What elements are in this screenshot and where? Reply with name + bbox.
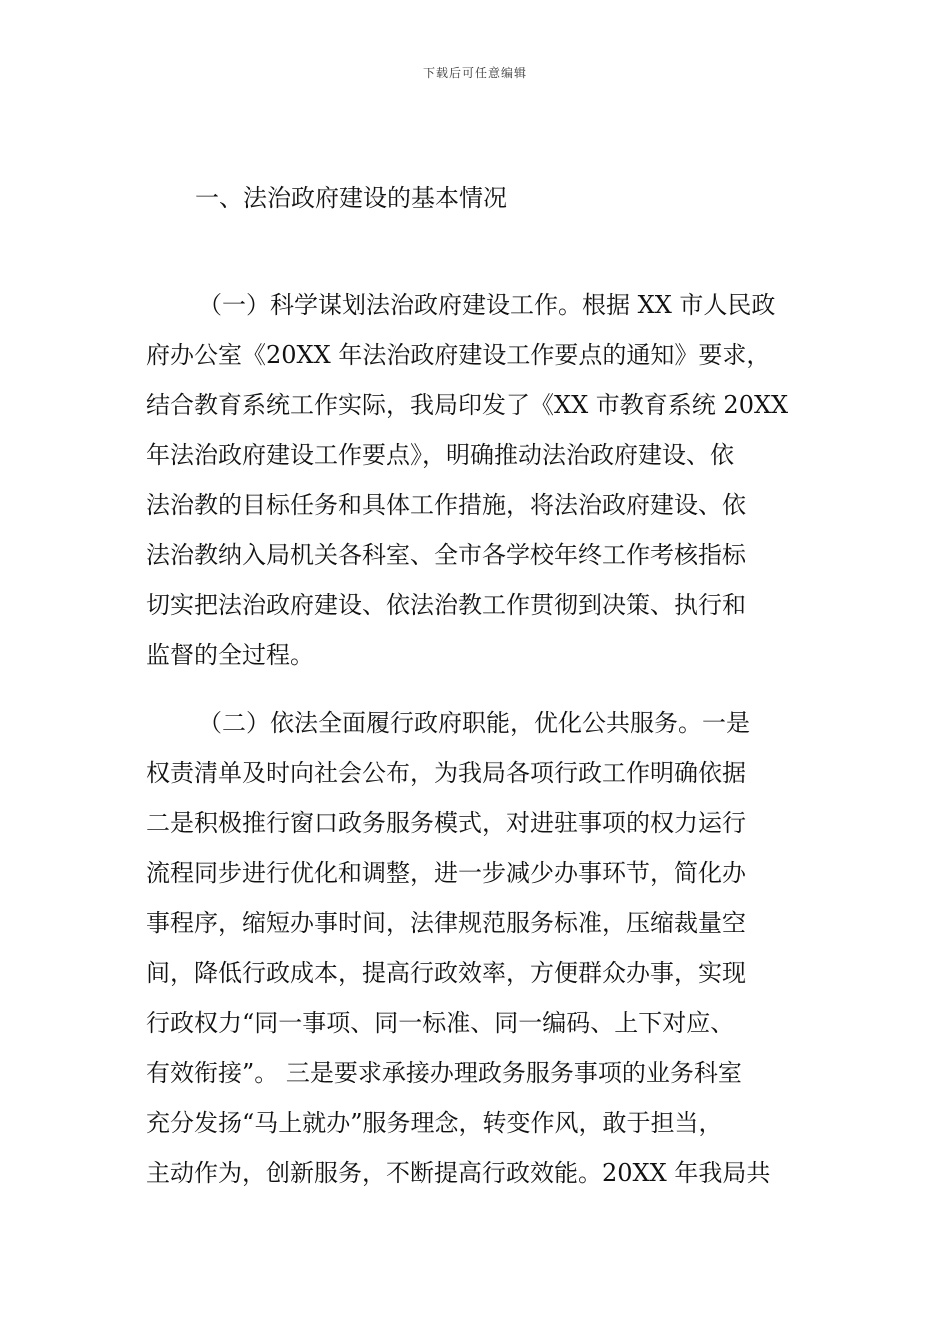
paragraph-2 <box>146 698 816 1198</box>
paragraph-line: 切实把法治政府建设、依法治教工作贯彻到决策、执行和 <box>146 591 746 619</box>
paragraph-line: （一）科学谋划法治政府建设工作。根据 XX 市人民政 <box>198 291 776 319</box>
paragraph-line: 年法治政府建设工作要点》，明确推动法治政府建设、依 <box>146 441 734 469</box>
paragraph-line: 监督的全过程。 <box>146 641 314 669</box>
paragraph-line: 法治教纳入局机关各科室、全市各学校年终工作考核指标 <box>146 541 746 569</box>
paragraph-line: 府办公室《20XX 年法治政府建设工作要点的通知》要求， <box>146 341 771 369</box>
paragraph-line: 行政权力“同一事项、同一标准、同一编码、上下对应、 <box>146 1009 735 1037</box>
paragraph-line: 权责清单及时向社会公布，为我局各项行政工作明确依据 <box>146 759 746 787</box>
paragraph-line: 结合教育系统工作实际，我局印发了《XX 市教育系统 20XX <box>146 391 789 419</box>
paragraph-line: 流程同步进行优化和调整，进一步减少办事环节，简化办 <box>146 859 746 887</box>
paragraph-line: 主动作为，创新服务，不断提高行政效能。20XX 年我局共 <box>146 1159 771 1187</box>
paragraph-1 <box>146 280 816 680</box>
paragraph-line: 有效衔接”。 三是要求承接办理政务服务事项的业务科室 <box>146 1059 742 1087</box>
header-note: 下载后可任意编辑 <box>422 66 527 80</box>
section-heading: 一、法治政府建设的基本情况 <box>195 184 507 212</box>
paragraph-line: 事程序，缩短办事时间，法律规范服务标准，压缩裁量空 <box>146 909 746 937</box>
paragraph-line: 二是积极推行窗口政务服务模式，对进驻事项的权力运行 <box>146 809 746 837</box>
paragraph-line: 间，降低行政成本，提高行政效率，方便群众办事，实现 <box>146 959 746 987</box>
paragraph-line: 充分发扬“马上就办”服务理念，转变作风，敢于担当， <box>146 1109 723 1137</box>
paragraph-line: （二）依法全面履行政府职能，优化公共服务。一是 <box>198 709 750 737</box>
paragraph-line: 法治教的目标任务和具体工作措施，将法治政府建设、依 <box>146 491 746 519</box>
